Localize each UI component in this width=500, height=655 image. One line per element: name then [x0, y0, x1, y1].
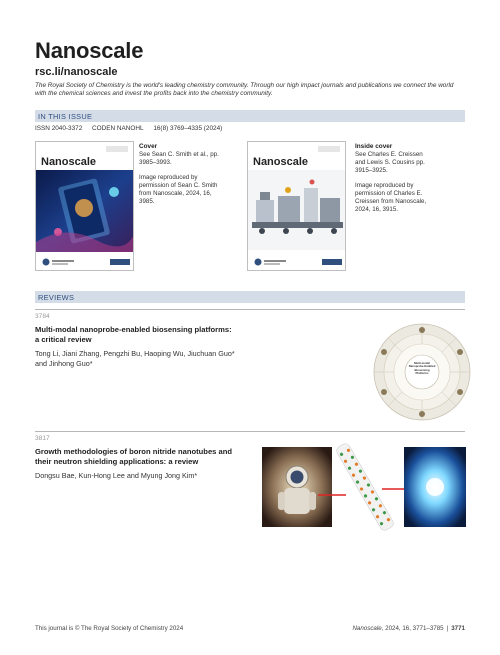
in-this-issue-heading: IN THIS ISSUE — [38, 111, 93, 121]
inside-cover-journal-name: Nanoscale — [253, 156, 309, 168]
article-1-authors: Tong Li, Jiani Zhang, Pengzhi Bu, Haoping Wu, Jiuchuan Guo* and Jinhong Guo* — [35, 349, 235, 368]
inside-cover-title: Inside cover — [355, 143, 393, 150]
front-cover-title: Cover — [139, 143, 158, 150]
article-1-page[interactable]: 3784 — [35, 313, 50, 320]
footer-citation-rest: , 2024, 16, 3771–3785 — [381, 625, 444, 632]
in-this-issue-bar — [35, 110, 465, 122]
front-cover-reproduced: Image reproduced by permission of Sean C. Smith from Nanoscale, 2024, 16, 3985. — [139, 174, 218, 205]
reviews-bar — [35, 291, 465, 303]
footer-copyright: This journal is © The Royal Society of Chemistry 2024 — [35, 625, 184, 632]
footer-page-number: 3771 — [451, 625, 465, 632]
issue-info-line — [35, 125, 230, 132]
article-divider — [35, 431, 465, 432]
inside-cover-image[interactable] — [247, 141, 346, 271]
article-1-title[interactable]: Multi-modal nanoprobe-enabled biosensing platforms: a critical review — [35, 325, 232, 344]
coden: CODEN NANOHL — [92, 125, 144, 132]
article-divider — [35, 309, 465, 310]
footer-citation-journal: Nanoscale — [352, 625, 382, 632]
article-2-page[interactable]: 3817 — [35, 435, 50, 442]
inside-cover-see[interactable]: See Charles E. Creissen and Lewis S. Cousins pp. 3915–3925. — [355, 151, 425, 174]
article-2-authors: Dongsu Bae, Kun-Hong Lee and Myung Jong Kim* — [35, 471, 198, 480]
volume-pages: 16(8) 3769–4335 (2024) — [153, 125, 223, 132]
front-cover-see[interactable]: See Sean C. Smith et al., pp. 3985–3993. — [139, 151, 219, 166]
article-2-graphic[interactable] — [262, 437, 466, 537]
journal-url[interactable]: rsc.li/nanoscale — [35, 66, 118, 78]
bnnt-shielding-graphic — [262, 437, 466, 537]
inside-cover-caption — [355, 143, 433, 221]
inside-cover-reproduced: Image reproduced by permission of Charles E. Creissen from Nanoscale, 2024, 16, 3915. — [355, 182, 427, 213]
biosensing-diagram-center-label: Multi-modal Nanoprobe-Enabled Biosensing Platforms — [408, 361, 436, 376]
front-cover-caption — [139, 143, 219, 213]
rsc-blurb: The Royal Society of Chemistry is the world's leading chemistry community. Through our high impact journals and publications we connect the world with the chemical sciences and invest the profits back into the chemistry community. — [35, 82, 454, 98]
article-1-graphic[interactable] — [372, 322, 472, 422]
front-cover-image[interactable] — [35, 141, 134, 271]
article-2-title[interactable]: Growth methodologies of boron nitride nanotubes and their neutron shielding applications: a review — [35, 447, 233, 466]
footer-citation: Nanoscale, 2024, 16, 3771–3785 | 3771 — [352, 625, 465, 632]
reviews-heading: REVIEWS — [38, 292, 75, 302]
journal-title: Nanoscale — [35, 38, 144, 63]
front-cover-journal-name: Nanoscale — [41, 156, 97, 168]
issn: ISSN 2040-3372 — [35, 125, 83, 132]
